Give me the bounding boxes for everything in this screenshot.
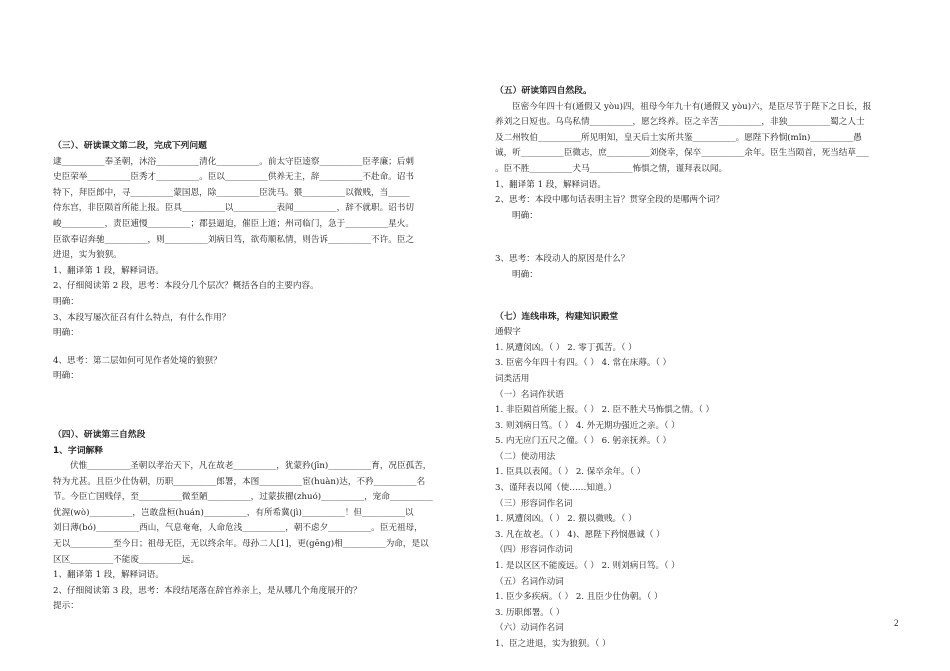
sec4-line: 节。今臣亡国贱俘，至__________微至陋__________，过蒙拔擢(zhuó)__________，宠命__________: [53, 492, 433, 503]
sec7-line: （五）名词作动词: [495, 576, 564, 587]
sec3-line: 峻__________，责臣逋慢__________；郡县逼迫，催臣上道；州司临门，急于__________星火。: [53, 218, 414, 229]
sec5-spacer: [495, 238, 905, 252]
sec5-answer: 明确：: [512, 269, 538, 280]
sec3-answer: 明确：: [53, 296, 79, 307]
sec7-line: 3. 凡在故老。（ ） 4)、愿陛下矜悯愚诚（ ）: [495, 529, 665, 540]
sec7-line: 1、臣之进退，实为狼狈。（ ）: [495, 639, 611, 649]
sec3-line: 史臣荣举__________臣秀才__________。臣以__________供养无主，辞__________不赴命。诏书: [53, 172, 414, 183]
page-number: 2: [894, 618, 899, 628]
sec3-answer: 明确：: [53, 371, 79, 382]
sec4-hint: 提示：: [53, 601, 79, 612]
sec3-spacer: [53, 342, 463, 354]
sec7-line: （一）名词作状语: [495, 389, 564, 400]
sec7-line: 1. 是以区区不能废远。（ ） 2. 则刘病日笃。（ ）: [495, 561, 680, 572]
sec7-line: 3、谨拜表以闻（使……知道。）: [495, 483, 617, 494]
sec4-question: 2、仔细阅读第 3 段，思考：本段结尾落在辞官养亲上，是从哪几个角度展开的？: [53, 585, 362, 596]
sec5-answer: 明确：: [512, 210, 538, 221]
right-column: [495, 0, 905, 653]
section-3-title: （三）、研读课文第二段，完成下列问题: [53, 141, 207, 151]
sec7-line: （二）使动用法: [495, 451, 556, 462]
sec7-line: （三）形容词作名词: [495, 498, 573, 509]
sec3-line: 侍东宫，非臣陨首所能上报。臣具__________以__________表闻__________，辞不就职。诏书切: [53, 203, 414, 214]
section-7-title: （七）连线串珠，构建知识殿堂: [495, 311, 619, 322]
section-7-body: [495, 325, 905, 652]
section-4-subtitle: 1、字词解释: [53, 445, 104, 456]
sec5-question: 2、思考：本段中哪句话表明主旨？贯穿全段的是哪两个词？: [495, 195, 724, 206]
sec7-line: 3. 则刘病日笃。（ ） 4. 外无期功强近之亲。（ ）: [495, 420, 680, 431]
sec7-line: 5. 内无应门五尺之僮。（ ） 6. 躬亲抚养。（ ）: [495, 436, 672, 447]
sec5-line: 臣密今年四十有(通假又 yòu)四，祖母今年九十有(通假又 yòu)六，是臣尽节于陛下之日长，报: [512, 101, 872, 112]
sec3-line: 进退，实为狼狈。: [53, 250, 122, 261]
sec3-question: 2、仔细阅读第 2 段，思考：本段分几个层次？概括各自的主要内容。: [53, 281, 319, 292]
sec7-line: 词类活用: [495, 373, 530, 384]
sec7-line: （四）形容词作动词: [495, 545, 573, 556]
sec7-line: 1. 臣少多疾病。（ ） 2. 且臣少仕伪朝。（ ）: [495, 592, 663, 603]
sec4-line: 优渥(wò)__________，岂敢盘桓(huán)__________，有所希冀(jì)__________！但__________以: [53, 507, 414, 518]
sec3-question: 1、翻译第 1 段，解释词语。: [53, 265, 164, 276]
sec7-line: （六）动词作名词: [495, 623, 564, 634]
sec4-line: 特为尤甚。且臣少仕伪朝，历职__________郎署，本图__________宦(huàn)达，不矜__________名: [53, 476, 426, 487]
sec7-line: 通假字: [495, 327, 521, 338]
sec5-line: 及二州牧伯__________所见明知，皇天后土实所共鉴__________。愿陛下矜悯(mǐn)__________愚: [495, 132, 862, 143]
sec4-line: 无以__________至今日；祖母无臣，无以终余年。母孙二人[1]，更(gēng)相__________为命，是以: [53, 539, 429, 550]
sec7-line: 1. 臣具以表闻。（ ） 2. 保卒余年。（ ）: [495, 467, 646, 478]
sec5-line: 养刘之日短也。乌鸟私情__________，愿乞终养。臣之辛苦__________，非独__________蜀之人士: [495, 117, 865, 128]
sec4-question: 1、翻译第 1 段，解释词语。: [53, 570, 164, 581]
section-5-title: （五）研读第四自然段。: [495, 86, 592, 96]
sec3-line: 逮__________奉圣朝，沐浴__________清化__________。前太守臣逵察__________臣孝廉；后刺: [53, 156, 414, 167]
sec3-question: 3、本段写屡次征召有什么特点，有什么作用？: [53, 312, 231, 323]
section-5-body: [495, 100, 905, 284]
sec3-line: 特下，拜臣郎中，寻__________蒙国恩，除__________臣洗马。猥__________以微贱，当_____: [53, 187, 410, 198]
sec3-line: 臣欲奉诏奔驰__________，则__________刘病日笃，欲苟顺私情，则告诉__________不许。臣之: [53, 234, 414, 245]
sec4-line: 区区__________不能废__________远。: [53, 554, 200, 565]
sec7-line: 1. 夙遭闵凶。（ ） 2. 零丁孤苦。（ ）: [495, 342, 637, 353]
sec5-line: 。臣不胜__________犬马__________怖惧之情，谨拜表以闻。: [495, 163, 728, 174]
sec7-line: 1. 夙遭闵凶。（ ） 2. 猥以微贱。（ ）: [495, 514, 637, 525]
sec5-question: 1、翻译第 1 段，解释词语。: [495, 179, 606, 190]
sec5-question: 3、思考：本段动人的原因是什么？: [495, 254, 630, 265]
sec7-line: 3. 历职郎署。（ ）: [495, 607, 565, 618]
left-column: [53, 0, 463, 615]
section-4-body: [53, 459, 463, 615]
sec5-spacer: [495, 224, 905, 238]
section-4-title: （四）、研读第三自然段: [53, 429, 146, 440]
sec7-line: 1. 非臣陨首所能上报。（ ） 2. 臣不胜犬马怖惧之情。（ ）: [495, 405, 715, 416]
section-3-body: [53, 155, 463, 385]
sec3-answer: 明确：: [53, 328, 79, 339]
sec5-line: 诚，听__________臣微志，庶__________刘侥幸，保卒__________余年。臣生当陨首，死当结草___: [495, 148, 869, 159]
sec7-line: 3. 臣密今年四十有四。（ ） 4. 常在床蓐。（ ）: [495, 358, 672, 369]
sec4-line: 刘日薄(bó)__________西山，气息奄奄，人命危浅__________，朝不虑夕__________。臣无祖母，: [53, 523, 423, 534]
sec4-line: 伏惟__________圣朝以孝治天下，凡在故老__________，犹蒙矜(jīn)__________育，况臣孤苦，: [70, 461, 432, 472]
sec3-question: 4、思考：第二层如何可见作者处境的狼狈？: [53, 355, 222, 366]
